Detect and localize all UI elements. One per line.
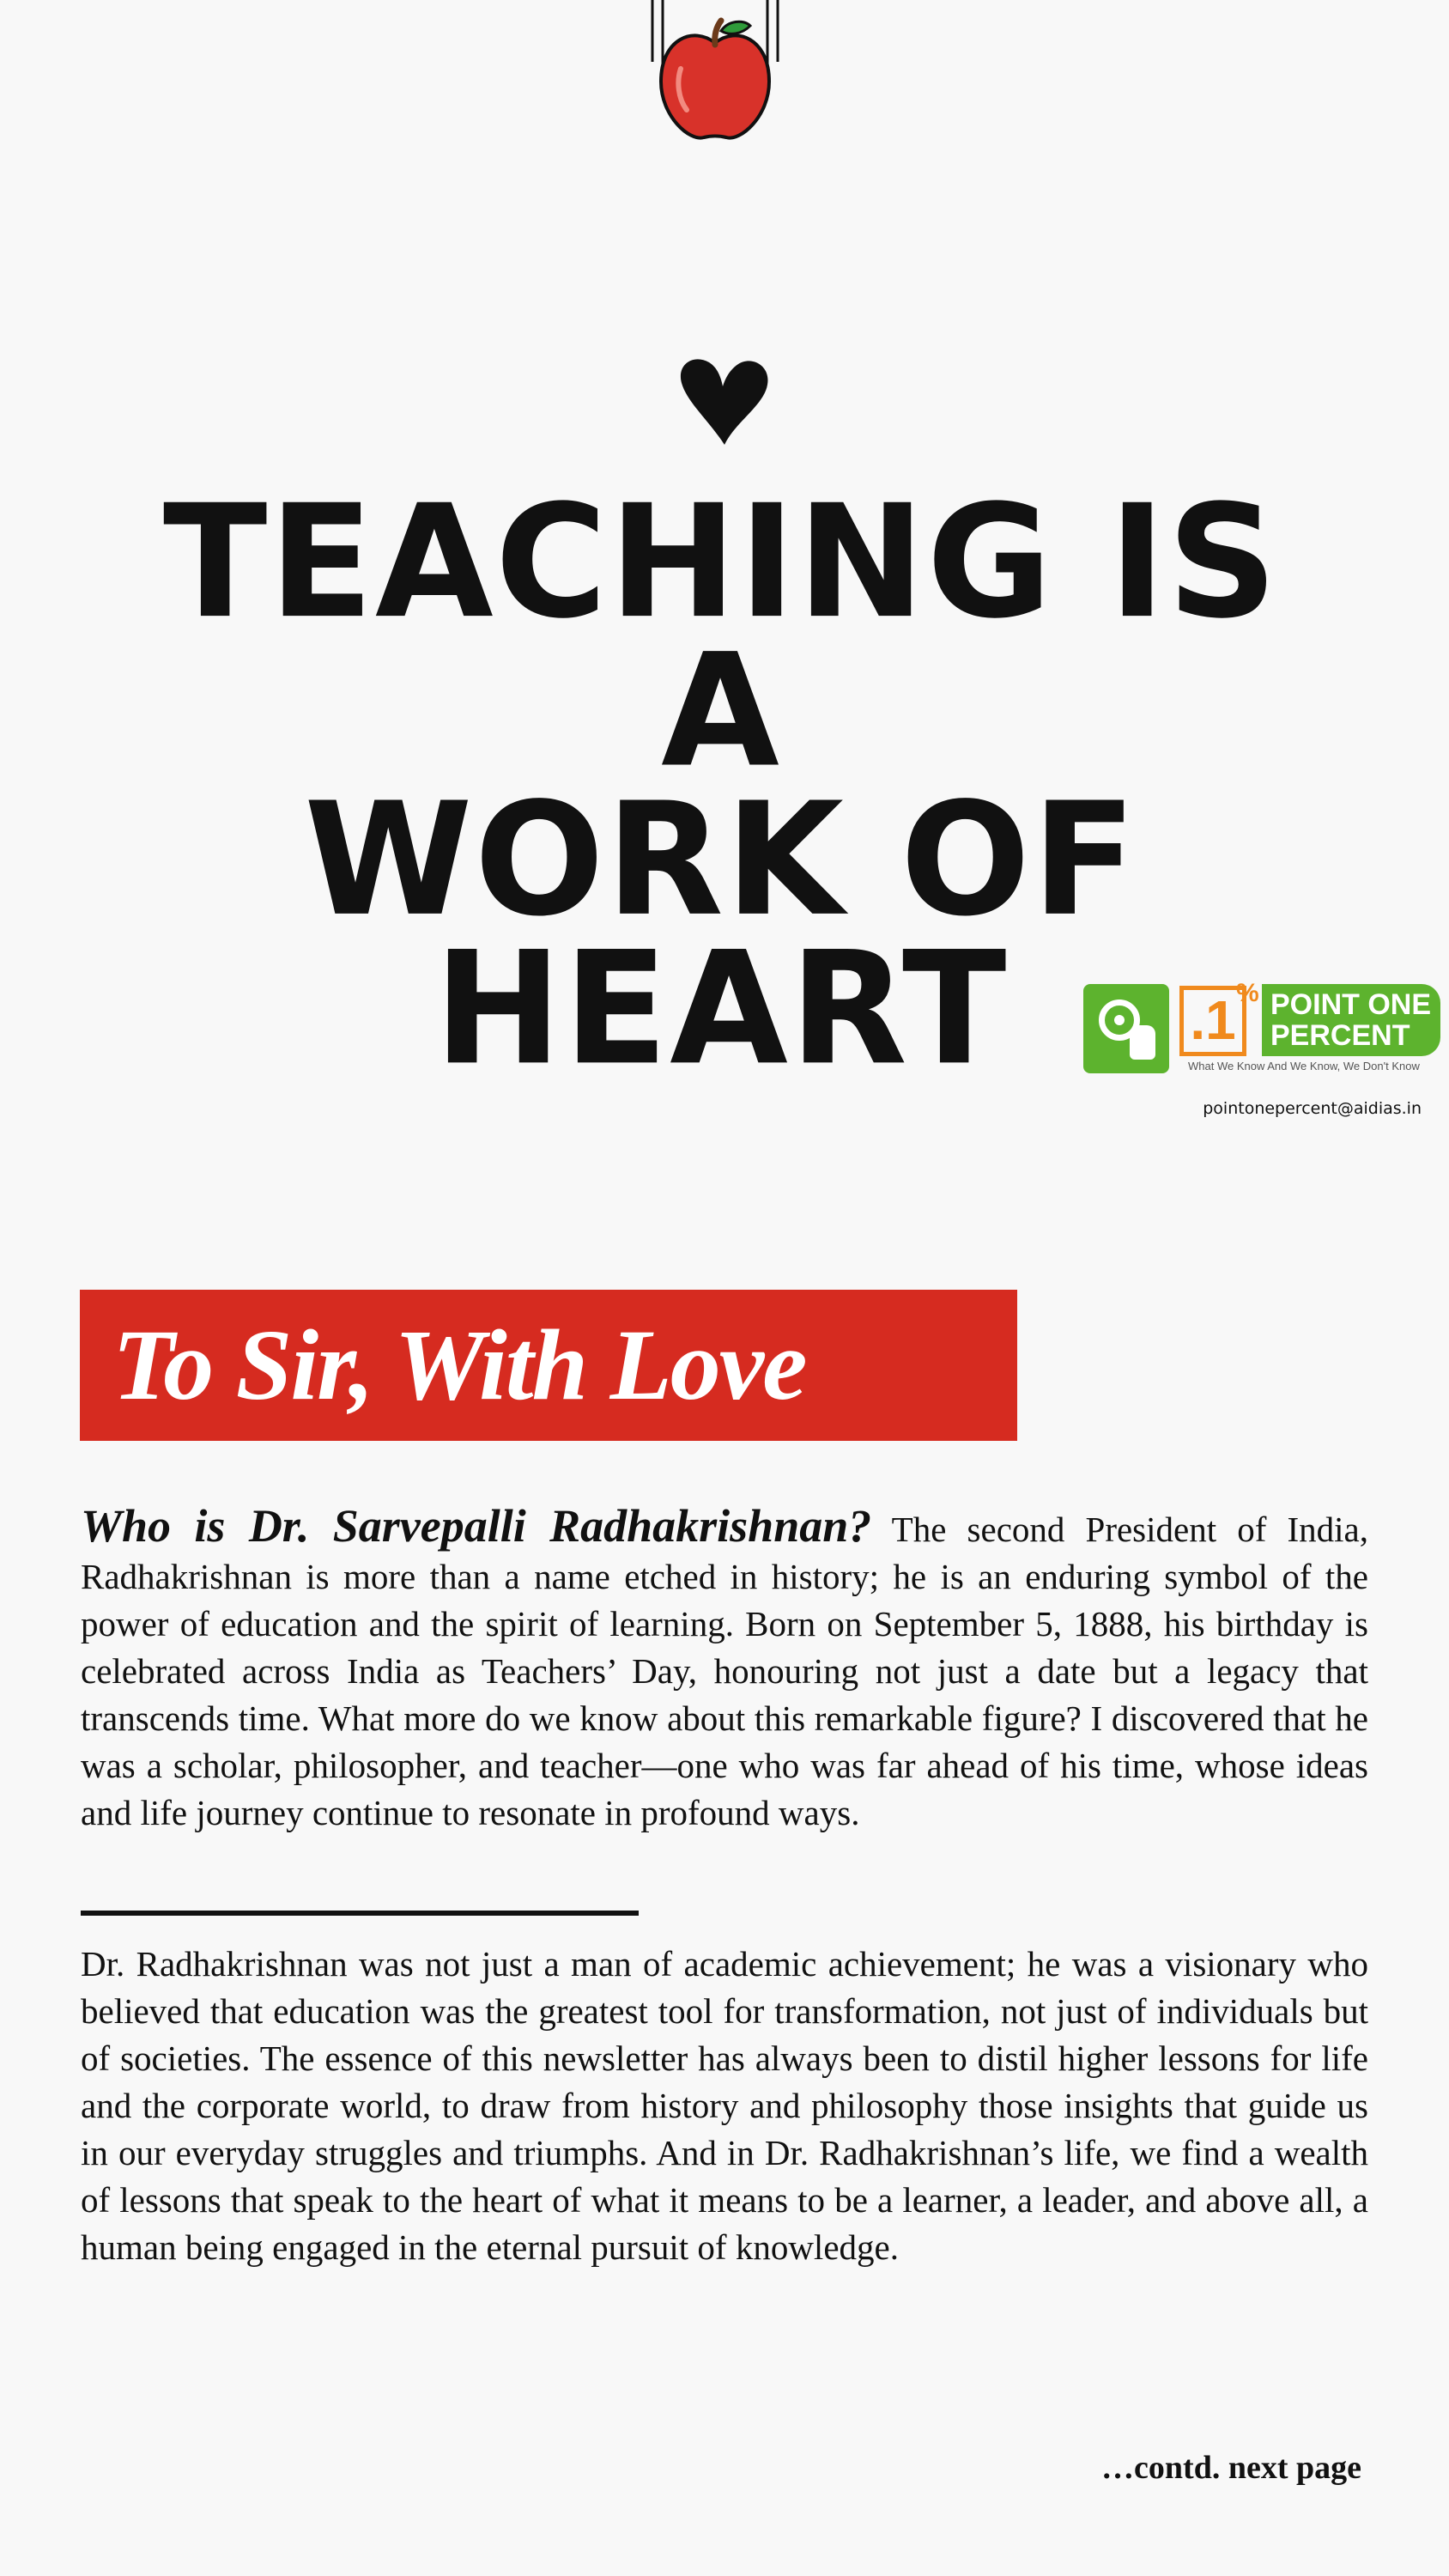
- logo-percent-value: .1: [1179, 986, 1246, 1056]
- contact-email[interactable]: pointonepercent@aidias.in: [1203, 1099, 1422, 1118]
- section-banner: [80, 1290, 1017, 1441]
- heart-icon: [675, 352, 773, 447]
- continued-label: …contd. next page: [1101, 2450, 1361, 2486]
- at-hand-icon: [1083, 984, 1169, 1073]
- logo-name: [1262, 984, 1440, 1056]
- lead-question: Who is Dr. Sarvepalli Radhakrishnan?: [81, 1500, 872, 1552]
- logo-name-line-1: POINT ONE: [1270, 988, 1432, 1021]
- article-paragraph-2: Dr. Radhakrishnan was not just a man of academic achievement; he was a visionary who believed that education was the greatest tool for transformation, not just of individuals but of societies. The essence of this newsletter has always been to distil higher lessons for life and the corporate world, to draw from history and philosophy those insights that guide us in our everyday struggles and triumphs. And in Dr. Radhakrishnan’s life, we find a wealth of lessons that speak to the heart of what it means to be a learner, a leader, and above all, a human being engaged in the eternal pursuit of knowledge.: [81, 1944, 1368, 2267]
- logo-tagline: What We Know And We Know, We Don't Know: [1188, 1060, 1420, 1072]
- article-paragraph-1: [81, 1500, 1368, 1837]
- logo-percent-sign: %: [1236, 979, 1259, 1007]
- logo-name-line-2: PERCENT: [1270, 1019, 1410, 1052]
- paragraph-1-text: The second President of India, Radhakrishnan is more than a name etched in history; he is an enduring symbol of the power of education and the spirit of learning. Born on September 5, 1888, his birthday is celebrated across India as Teachers’ Day, honouring not just a date but a legacy that transcends time. What more do we know about this remarkable figure? I discovered that he was a scholar, philosopher, and teacher—one who was far ahead of his time, whose ideas and life journey continue to resonate in profound ways.: [81, 1510, 1368, 1832]
- hero-title-line-2: WORK OF HEART: [304, 769, 1138, 1100]
- hero-title-line-1: TEACHING IS A: [162, 471, 1280, 802]
- apple-icon: [642, 0, 788, 146]
- banner-title: To Sir, With Love: [112, 1309, 806, 1421]
- pointonepercent-logo: [1083, 979, 1444, 1078]
- section-divider: [81, 1911, 639, 1916]
